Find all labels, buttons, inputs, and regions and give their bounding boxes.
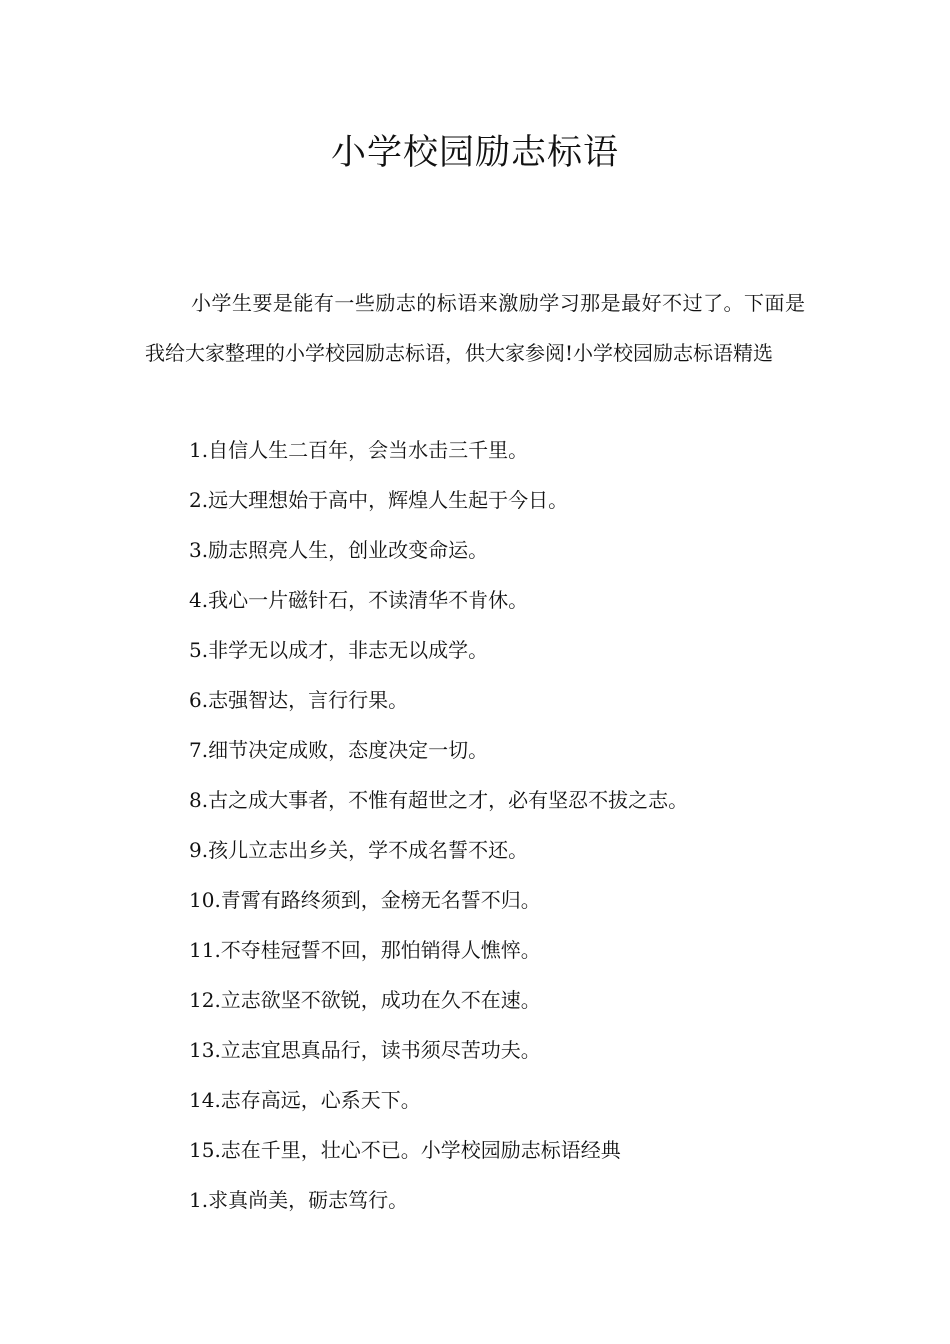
document-title: 小学校园励志标语	[330, 133, 619, 173]
list-item: 3.励志照亮人生，创业改变命运。	[189, 538, 489, 562]
list-item: 2.远大理想始于高中，辉煌人生起于今日。	[189, 488, 569, 512]
list-item: 13.立志宜思真品行，读书须尽苦功夫。	[189, 1038, 541, 1062]
slogan-list	[189, 425, 688, 1225]
list-item: 1.自信人生二百年，会当水击三千里。	[189, 438, 529, 462]
list-item: 6.志强智达，言行行果。	[189, 688, 409, 712]
list-item: 12.立志欲坚不欲锐，成功在久不在速。	[189, 988, 541, 1012]
list-item: 15.志在千里，壮心不已。小学校园励志标语经典	[189, 1138, 621, 1162]
list-item: 7.细节决定成败，态度决定一切。	[189, 738, 489, 762]
list-item: 1.求真尚美，砺志笃行。	[189, 1188, 409, 1212]
list-item: 9.孩儿立志出乡关，学不成名誓不还。	[189, 838, 529, 862]
list-item: 4.我心一片磁针石，不读清华不肯休。	[189, 588, 529, 612]
list-item: 14.志存高远，心系天下。	[189, 1088, 421, 1112]
list-item: 10.青霄有路终须到，金榜无名誓不归。	[189, 888, 541, 912]
list-item: 11.不夺桂冠誓不回，那怕销得人憔悴。	[189, 938, 541, 962]
list-item: 5.非学无以成才，非志无以成学。	[189, 638, 489, 662]
list-item: 8.古之成大事者，不惟有超世之才，必有坚忍不拔之志。	[189, 788, 689, 812]
intro-paragraph: 小学生要是能有一些励志的标语来激励学习那是最好不过了。下面是我给大家整理的小学校园励志标语，供大家参阅!小学校园励志标语精选	[145, 291, 805, 365]
